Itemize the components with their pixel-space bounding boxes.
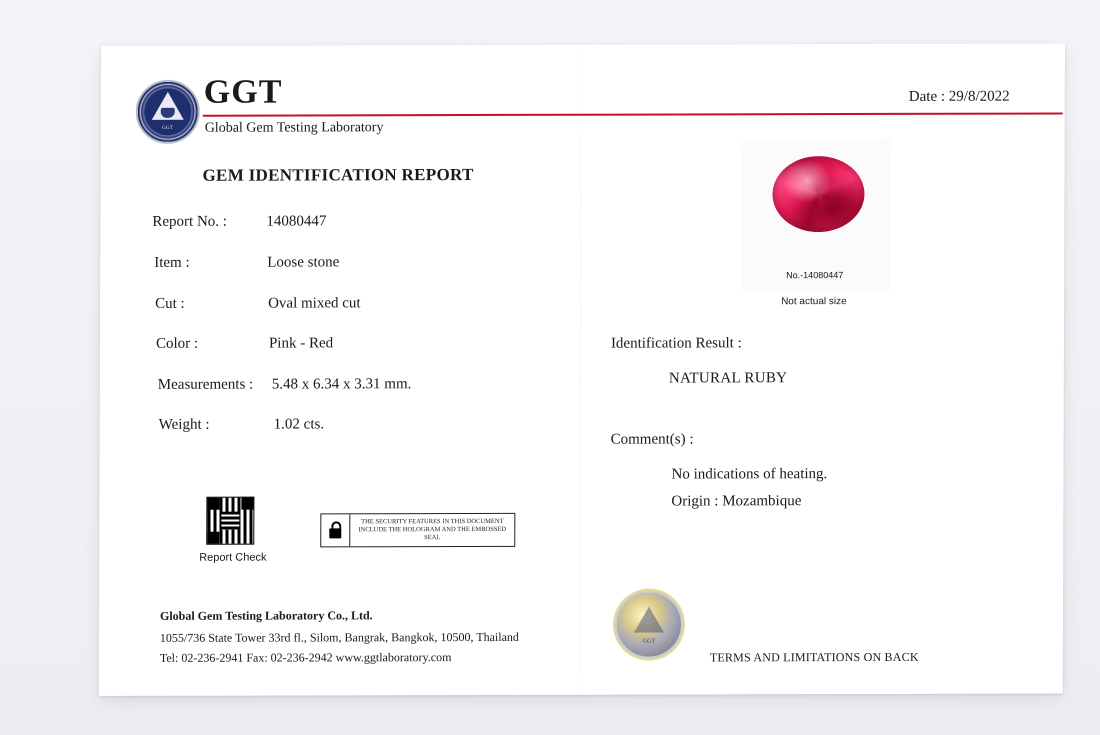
lock-icon-wrap bbox=[321, 514, 350, 546]
security-notice bbox=[320, 513, 515, 548]
comment-origin: Origin : Mozambique bbox=[671, 493, 802, 510]
hologram-seal-icon bbox=[615, 590, 683, 658]
field-label: Item : bbox=[154, 254, 190, 271]
ggt-logo bbox=[136, 80, 200, 144]
report-check-label: Report Check bbox=[199, 551, 267, 564]
gem-report-card bbox=[99, 43, 1065, 696]
logo-text: GGT bbox=[162, 125, 174, 131]
security-notice-text: THE SECURITY FEATURES IN THIS DOCUMENT INCLUDE THE HOLOGRAM AND THE EMBOSSED SEAL bbox=[358, 517, 507, 542]
company-contact: Tel: 02-236-2941 Fax: 02-236-2942 www.ggtlaboratory.com bbox=[159, 650, 452, 665]
comments-label: Comment(s) : bbox=[610, 431, 694, 448]
field-value: Pink - Red bbox=[268, 335, 334, 352]
field-label: Color : bbox=[155, 335, 199, 352]
fold-line bbox=[579, 45, 582, 695]
brand-name: GGT bbox=[203, 73, 283, 111]
field-label: Cut : bbox=[155, 295, 185, 312]
field-value: Loose stone bbox=[267, 254, 340, 271]
stone-number: No.-14080447 bbox=[786, 270, 844, 281]
ruby-stone-image bbox=[772, 156, 864, 232]
company-name: Global Gem Testing Laboratory Co., Ltd. bbox=[159, 608, 373, 623]
terms-note: TERMS AND LIMITATIONS ON BACK bbox=[709, 649, 919, 665]
field-label: Measurements : bbox=[157, 376, 254, 393]
hologram-label: GGT bbox=[642, 638, 656, 645]
report-title: GEM IDENTIFICATION REPORT bbox=[202, 165, 474, 185]
lock-icon bbox=[329, 528, 341, 538]
report-date: Date : 29/8/2022 bbox=[908, 88, 1010, 105]
identification-label: Identification Result : bbox=[610, 335, 742, 352]
hologram-triangle bbox=[634, 607, 664, 633]
qr-code-icon[interactable] bbox=[207, 498, 253, 544]
field-value: 14080447 bbox=[266, 213, 327, 230]
comment-heating: No indications of heating. bbox=[671, 466, 828, 483]
logo-gem-icon bbox=[161, 108, 175, 118]
not-actual-size-note: Not actual size bbox=[781, 296, 847, 308]
field-label: Report No. : bbox=[152, 213, 227, 230]
field-value: 1.02 cts. bbox=[273, 416, 325, 433]
brand-subtitle: Global Gem Testing Laboratory bbox=[204, 120, 384, 136]
identification-value: NATURAL RUBY bbox=[668, 370, 788, 387]
stone-photo bbox=[742, 139, 891, 291]
field-value: 5.48 x 6.34 x 3.31 mm. bbox=[271, 376, 412, 393]
field-value: Oval mixed cut bbox=[268, 295, 361, 312]
field-label: Weight : bbox=[158, 416, 210, 433]
header-rule bbox=[203, 112, 1063, 116]
company-address: 1055/736 State Tower 33rd fl., Silom, Bangrak, Bangkok, 10500, Thailand bbox=[159, 629, 519, 645]
